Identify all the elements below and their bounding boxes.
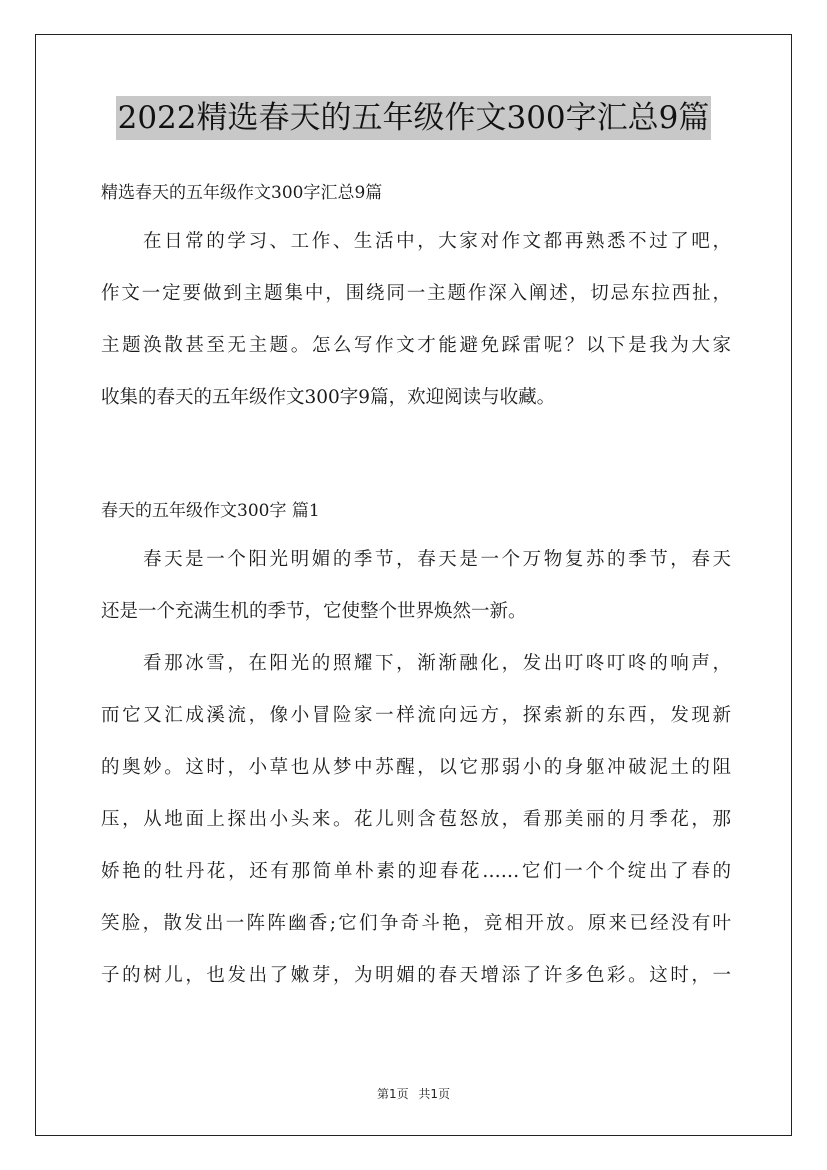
section-gap: [101, 424, 731, 488]
para2-line-2: 而它又汇成溪流，像小冒险家一样流向远方，探索新的东西，发现新: [101, 705, 731, 726]
para2-line-3: 的奥妙。这时，小草也从梦中苏醒，以它那弱小的身躯冲破泥土的阻: [101, 757, 731, 778]
page-total: 共1页: [418, 1087, 451, 1101]
document-subtitle: 精选春天的五年级作文300字汇总9篇: [101, 183, 383, 203]
para1-line-2: 还是一个充满生机的季节，它使整个世界焕然一新。: [101, 601, 527, 622]
para2-line-1: 看那冰雪，在阳光的照耀下，渐渐融化，发出叮咚叮咚的响声，: [143, 653, 731, 674]
page-footer: [0, 1085, 827, 1102]
para2-line-7: 子的树儿，也发出了嫩芽，为明媚的春天增添了许多色彩。这时，一: [101, 965, 731, 986]
para2-line-5: 娇艳的牡丹花，还有那简单朴素的迎春花……它们一个个绽出了春的: [101, 861, 731, 882]
intro-line-4: 收集的春天的五年级作文300字9篇，欢迎阅读与收藏。: [101, 387, 556, 408]
page-number: 第1页: [376, 1087, 409, 1101]
para1-line-1: 春天是一个阳光明媚的季节，春天是一个万物复苏的季节，春天: [143, 549, 731, 570]
para2-line-4: 压，从地面上探出小头来。花儿则含苞怒放，看那美丽的月季花，那: [101, 809, 731, 830]
document-body: [101, 170, 731, 1002]
title-container: [0, 96, 827, 140]
intro-line-2: 作文一定要做到主题集中，围绕同一主题作深入阐述，切忌东拉西扯，: [101, 283, 731, 304]
intro-line-1: 在日常的学习、工作、生活中，大家对作文都再熟悉不过了吧，: [143, 231, 731, 252]
document-title: 2022精选春天的五年级作文300字汇总9篇: [116, 96, 712, 140]
intro-line-3: 主题涣散甚至无主题。怎么写作文才能避免踩雷呢？以下是我为大家: [101, 335, 731, 356]
section-heading: 春天的五年级作文300字 篇1: [101, 501, 320, 521]
para2-line-6: 笑脸，散发出一阵阵幽香;它们争奇斗艳，竞相开放。原来已经没有叶: [101, 913, 731, 934]
